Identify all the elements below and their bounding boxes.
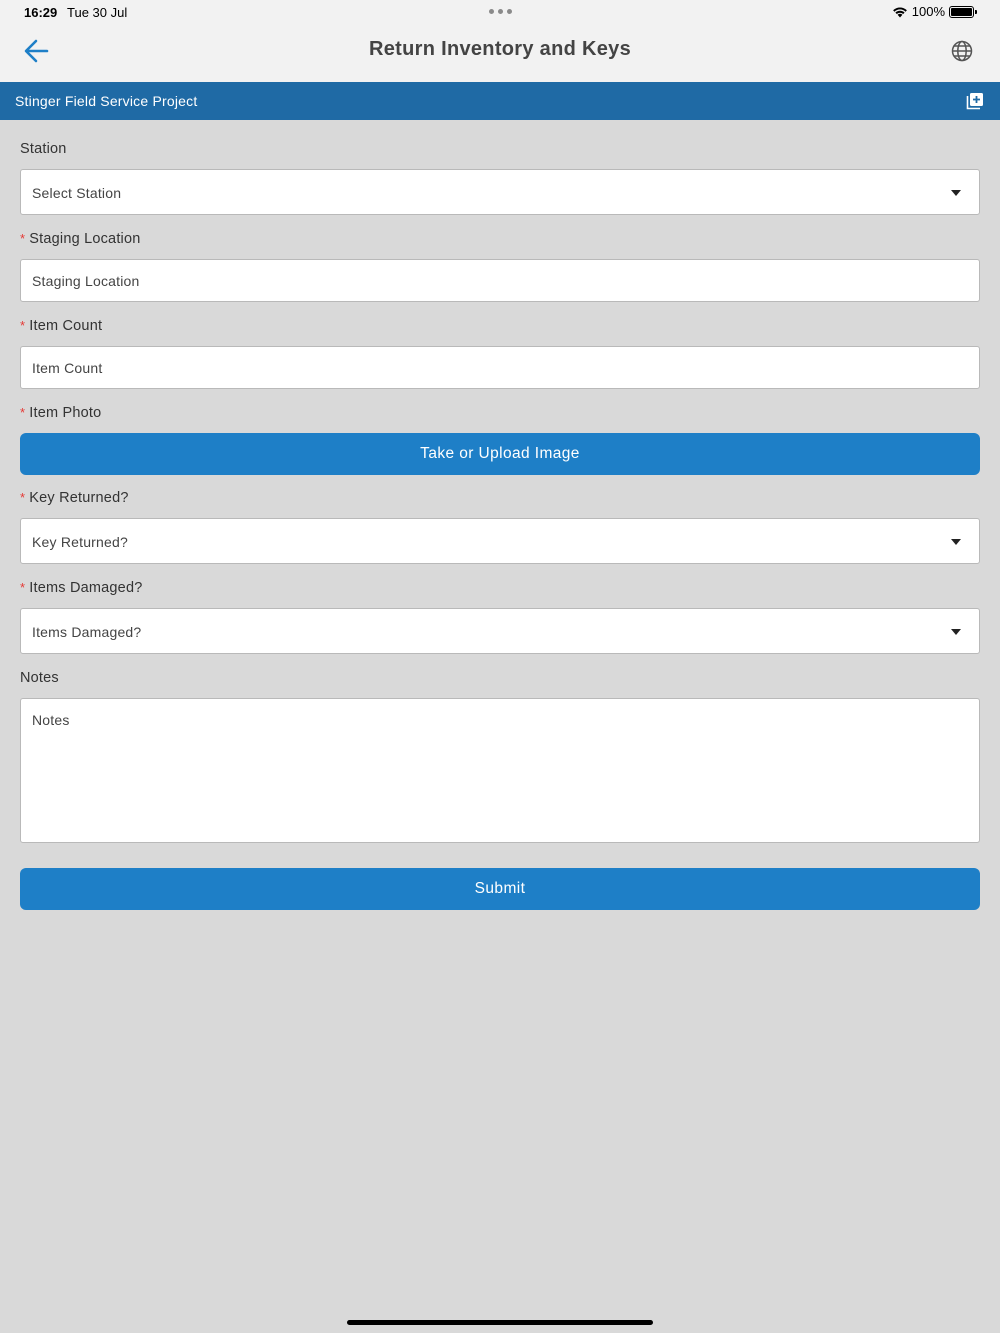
items-damaged-select[interactable]	[20, 608, 980, 654]
items-damaged-label: * Items Damaged?	[20, 580, 143, 596]
status-indicators	[892, 4, 974, 19]
multitasking-dots-icon[interactable]	[489, 9, 512, 14]
key-returned-label: * Key Returned?	[20, 490, 129, 506]
item-count-label: * Item Count	[20, 318, 103, 334]
items-damaged-placeholder: Items Damaged?	[32, 624, 142, 640]
project-name: Stinger Field Service Project	[15, 93, 198, 109]
notes-textarea[interactable]	[20, 698, 980, 843]
staging-location-label: * Staging Location	[20, 231, 141, 247]
add-page-button[interactable]	[966, 92, 984, 110]
item-count-placeholder: Item Count	[32, 360, 103, 376]
status-date: Tue 30 Jul	[67, 5, 128, 20]
take-upload-image-button[interactable]: Take or Upload Image	[20, 433, 980, 475]
status-bar	[0, 0, 1000, 24]
notes-placeholder: Notes	[32, 712, 70, 728]
staging-location-input[interactable]	[20, 259, 980, 302]
required-marker: *	[20, 490, 26, 505]
submit-button[interactable]: Submit	[20, 868, 980, 910]
wifi-icon	[892, 6, 908, 18]
required-marker: *	[20, 318, 26, 333]
key-returned-placeholder: Key Returned?	[32, 534, 128, 550]
nav-bar	[0, 24, 1000, 82]
notes-label: Notes	[20, 670, 59, 686]
page-title: Return Inventory and Keys	[368, 38, 631, 60]
station-select[interactable]	[20, 169, 980, 215]
key-returned-select[interactable]	[20, 518, 980, 564]
home-indicator[interactable]	[347, 1320, 653, 1325]
project-bar	[0, 82, 1000, 120]
chevron-down-icon	[951, 629, 961, 635]
status-time: 16:29	[24, 5, 58, 20]
language-button[interactable]	[950, 39, 974, 63]
item-photo-label: * Item Photo	[20, 405, 102, 421]
station-placeholder: Select Station	[32, 185, 122, 201]
required-marker: *	[20, 405, 26, 420]
item-count-input[interactable]	[20, 346, 980, 389]
battery-icon	[949, 6, 974, 18]
staging-location-placeholder: Staging Location	[32, 273, 140, 289]
station-label: Station	[20, 141, 67, 157]
globe-icon	[950, 39, 974, 63]
chevron-down-icon	[951, 190, 961, 196]
required-marker: *	[20, 580, 26, 595]
battery-percent: 100%	[911, 4, 945, 19]
add-page-icon	[966, 92, 984, 110]
chevron-down-icon	[951, 539, 961, 545]
required-marker: *	[20, 231, 26, 246]
